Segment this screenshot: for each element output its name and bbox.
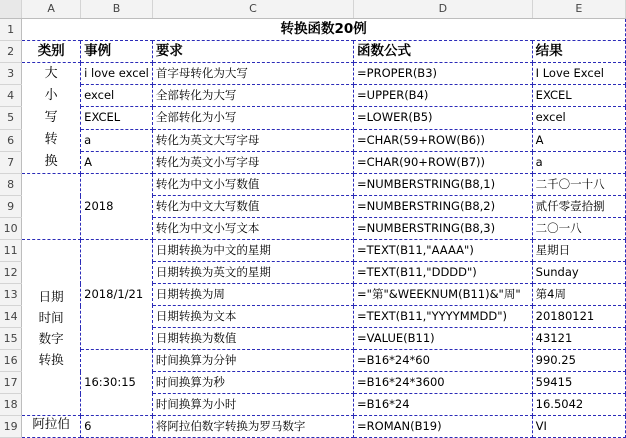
- sheet-row: [0, 350, 626, 372]
- category-date-time-conversion[interactable]: [22, 240, 81, 416]
- row-header[interactable]: 17: [0, 372, 22, 394]
- column-header-a[interactable]: A: [22, 0, 81, 19]
- formula-cell[interactable]: =TEXT(B11,"AAAA"): [354, 240, 533, 262]
- select-all-corner[interactable]: [0, 0, 22, 19]
- row-header[interactable]: 14: [0, 306, 22, 328]
- row-header[interactable]: 6: [0, 129, 22, 151]
- title-cell[interactable]: 转换函数20例: [22, 19, 626, 41]
- category-case-conversion[interactable]: [22, 63, 81, 174]
- requirement-cell[interactable]: 时间换算为分钟: [152, 350, 353, 372]
- category-label: 大 小 写 转 换: [44, 66, 58, 169]
- header-category[interactable]: 类别: [22, 41, 81, 63]
- result-cell[interactable]: 第4周: [532, 284, 625, 306]
- requirement-cell[interactable]: 转化为中文大写数值: [152, 196, 353, 218]
- formula-cell[interactable]: =CHAR(59+ROW(B6)): [354, 129, 533, 151]
- row-header[interactable]: 4: [0, 85, 22, 107]
- example-cell[interactable]: i love excel: [81, 63, 153, 85]
- sheet-row: [0, 151, 626, 173]
- requirement-cell[interactable]: 首字母转化为大写: [152, 63, 353, 85]
- result-cell[interactable]: excel: [532, 107, 625, 129]
- example-cell[interactable]: 6: [81, 416, 153, 438]
- header-formula[interactable]: 函数公式: [354, 41, 533, 63]
- sheet-row: [0, 240, 626, 262]
- formula-cell[interactable]: =LOWER(B5): [354, 107, 533, 129]
- category-label: 日期 时间 数字 转换: [38, 288, 64, 367]
- row-header[interactable]: 2: [0, 41, 22, 63]
- row-header[interactable]: 10: [0, 218, 22, 240]
- row-header[interactable]: 18: [0, 394, 22, 416]
- result-cell[interactable]: EXCEL: [532, 85, 625, 107]
- row-header[interactable]: 13: [0, 284, 22, 306]
- result-cell[interactable]: 43121: [532, 328, 625, 350]
- requirement-cell[interactable]: 转化为英文小写字母: [152, 151, 353, 173]
- sheet-row: [0, 107, 626, 129]
- formula-cell[interactable]: =UPPER(B4): [354, 85, 533, 107]
- sheet-row: [0, 85, 626, 107]
- column-header-d[interactable]: D: [354, 0, 533, 19]
- column-header-e[interactable]: E: [532, 0, 625, 19]
- requirement-cell[interactable]: 日期转换为英文的星期: [152, 262, 353, 284]
- sheet-row: [0, 174, 626, 196]
- column-header-row: [0, 0, 626, 19]
- formula-cell[interactable]: =NUMBERSTRING(B8,3): [354, 218, 533, 240]
- formula-cell[interactable]: =TEXT(B11,"YYYYMMDD"): [354, 306, 533, 328]
- requirement-cell[interactable]: 时间换算为秒: [152, 372, 353, 394]
- row-header[interactable]: 15: [0, 328, 22, 350]
- row-header[interactable]: 1: [0, 19, 22, 41]
- result-cell[interactable]: a: [532, 151, 625, 173]
- row-header[interactable]: 5: [0, 107, 22, 129]
- requirement-cell[interactable]: 日期转换为中文的星期: [152, 240, 353, 262]
- formula-cell[interactable]: ="第"&WEEKNUM(B11)&"周": [354, 284, 533, 306]
- requirement-cell[interactable]: 全部转化为大写: [152, 85, 353, 107]
- result-cell[interactable]: I Love Excel: [532, 63, 625, 85]
- formula-cell[interactable]: =NUMBERSTRING(B8,2): [354, 196, 533, 218]
- example-cell[interactable]: 2018/1/21: [81, 240, 153, 350]
- formula-cell[interactable]: =VALUE(B11): [354, 328, 533, 350]
- result-cell[interactable]: 二千〇一十八: [532, 174, 625, 196]
- formula-cell[interactable]: =PROPER(B3): [354, 63, 533, 85]
- result-cell[interactable]: VI: [532, 416, 625, 438]
- sheet-row: [0, 416, 626, 438]
- result-cell[interactable]: 贰仟零壹拾捌: [532, 196, 625, 218]
- example-cell[interactable]: excel: [81, 85, 153, 107]
- formula-cell[interactable]: =B16*24: [354, 394, 533, 416]
- row-header[interactable]: 8: [0, 174, 22, 196]
- formula-cell[interactable]: =ROMAN(B19): [354, 416, 533, 438]
- row-header[interactable]: 3: [0, 63, 22, 85]
- result-cell[interactable]: A: [532, 129, 625, 151]
- row-header[interactable]: 11: [0, 240, 22, 262]
- sheet-row: [0, 129, 626, 151]
- result-cell[interactable]: 990.25: [532, 350, 625, 372]
- example-cell[interactable]: 16:30:15: [81, 350, 153, 416]
- sheet-row: [0, 19, 626, 41]
- requirement-cell[interactable]: 日期转换为数值: [152, 328, 353, 350]
- formula-cell[interactable]: =NUMBERSTRING(B8,1): [354, 174, 533, 196]
- header-result[interactable]: 结果: [532, 41, 625, 63]
- requirement-cell[interactable]: 全部转化为小写: [152, 107, 353, 129]
- result-cell[interactable]: Sunday: [532, 262, 625, 284]
- formula-cell[interactable]: =CHAR(90+ROW(B7)): [354, 151, 533, 173]
- example-cell[interactable]: A: [81, 151, 153, 173]
- header-requirement[interactable]: 要求: [152, 41, 353, 63]
- requirement-cell[interactable]: 将阿拉伯数字转换为罗马数字: [152, 416, 353, 438]
- formula-cell[interactable]: =TEXT(B11,"DDDD"): [354, 262, 533, 284]
- example-cell[interactable]: a: [81, 129, 153, 151]
- row-header[interactable]: 19: [0, 416, 22, 438]
- category-blank-cell[interactable]: [22, 174, 81, 240]
- column-header-b[interactable]: B: [81, 0, 153, 19]
- header-example[interactable]: 事例: [81, 41, 153, 63]
- formula-cell[interactable]: =B16*24*60: [354, 350, 533, 372]
- sheet-row: [0, 63, 626, 85]
- row-header[interactable]: 7: [0, 151, 22, 173]
- row-header[interactable]: 16: [0, 350, 22, 372]
- requirement-cell[interactable]: 时间换算为小时: [152, 394, 353, 416]
- category-roman-conversion[interactable]: 阿拉伯: [22, 416, 81, 438]
- column-header-c[interactable]: C: [152, 0, 353, 19]
- row-header[interactable]: 9: [0, 196, 22, 218]
- formula-cell[interactable]: =B16*24*3600: [354, 372, 533, 394]
- requirement-cell[interactable]: 日期转换为周: [152, 284, 353, 306]
- result-cell[interactable]: 星期日: [532, 240, 625, 262]
- result-cell[interactable]: 二〇一八: [532, 218, 625, 240]
- requirement-cell[interactable]: 转化为英文大写字母: [152, 129, 353, 151]
- result-cell[interactable]: 16.5042: [532, 394, 625, 416]
- row-header[interactable]: 12: [0, 262, 22, 284]
- result-cell[interactable]: 20180121: [532, 306, 625, 328]
- requirement-cell[interactable]: 转化为中文小写数值: [152, 174, 353, 196]
- example-cell[interactable]: EXCEL: [81, 107, 153, 129]
- requirement-cell[interactable]: 日期转换为文本: [152, 306, 353, 328]
- result-cell[interactable]: 59415: [532, 372, 625, 394]
- example-cell[interactable]: 2018: [81, 174, 153, 240]
- requirement-cell[interactable]: 转化为中文小写文本: [152, 218, 353, 240]
- sheet-row: [0, 41, 626, 63]
